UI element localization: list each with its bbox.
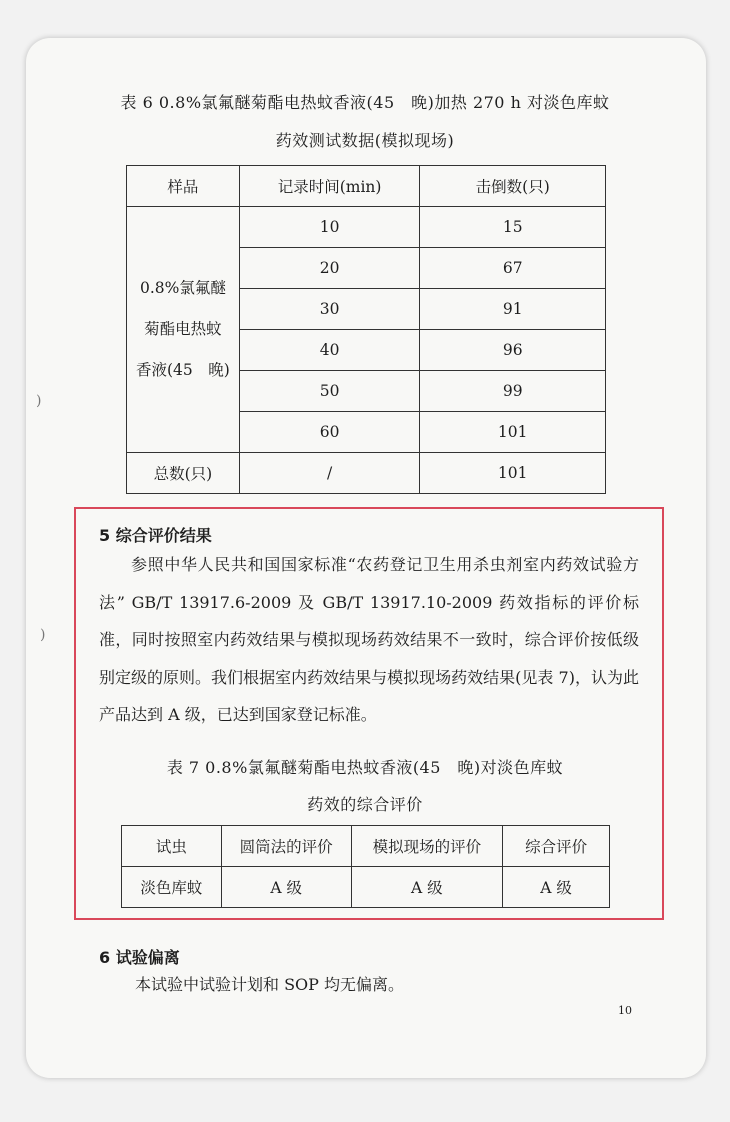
table7-header-field: 模拟现场的评价 [351,826,503,867]
insect-cell: 淡色库蚊 [122,867,222,908]
count-cell: 15 [420,207,606,248]
section5-heading: 5 综合评价结果 [99,526,212,545]
section6-paragraph: 本试验中试验计划和 SOP 均无偏离。 [135,975,405,994]
table6-header-sample: 样品 [127,166,240,207]
time-cell: 60 [239,412,420,453]
section5-paragraph: 参照中华人民共和国国家标准“农药登记卫生用杀虫剂室内药效试验方法” GB/T 13917.6-2009 及 GB/T 13917.10-2009 药效指标的评价标准，同时按照室内药效结果与模拟现场药效结果不一致时，综合评价按低级别定级的原则。我们根据室内药效结果与模拟现场药效结果(见表 7)，认为此产品达到 A 级，已达到国家登记标准。 [99,555,639,724]
table6-header-row [127,166,606,207]
count-cell: 101 [420,412,606,453]
count-cell: 67 [420,248,606,289]
table6-header-count: 击倒数(只) [420,166,606,207]
cylinder-grade-cell: A 级 [221,867,351,908]
total-count: 101 [420,453,606,494]
table6-total-row [127,453,606,494]
table7-caption-line1: 表 7 0.8%氯氟醚菊酯电热蚊香液(45 晚)对淡色库蚊 [166,758,564,777]
sample-line: 菊酯电热蚊 [144,320,222,338]
table-row [122,867,610,908]
table6-header-time: 记录时间(min) [239,166,420,207]
scan-mark: ) [40,627,46,643]
table7-header-overall: 综合评价 [503,826,610,867]
count-cell: 91 [420,289,606,330]
table7-caption-line2: 药效的综合评价 [307,795,423,814]
table6 [126,165,606,494]
overall-grade-cell: A 级 [503,867,610,908]
field-grade-cell: A 级 [351,867,503,908]
time-cell: 30 [239,289,420,330]
time-cell: 10 [239,207,420,248]
time-cell: 20 [239,248,420,289]
table6-sample-cell [127,207,240,453]
table-row [127,207,606,248]
table6-caption-line2: 药效测试数据(模拟现场) [275,131,455,150]
total-time: / [239,453,420,494]
table7 [121,825,610,908]
count-cell: 96 [420,330,606,371]
page-number: 10 [618,1004,632,1017]
scan-mark: ) [36,393,42,409]
sample-line: 香液(45 晚) [135,361,230,379]
table7-header-insect: 试虫 [122,826,222,867]
total-label: 总数(只) [127,453,240,494]
section6-heading: 6 试验偏离 [99,948,180,967]
table6-caption-line1: 表 6 0.8%氯氟醚菊酯电热蚊香液(45 晚)加热 270 h 对淡色库蚊 [120,93,610,112]
sample-line: 0.8%氯氟醚 [139,279,226,297]
time-cell: 50 [239,371,420,412]
table7-header-cylinder: 圆筒法的评价 [221,826,351,867]
table7-header-row [122,826,610,867]
time-cell: 40 [239,330,420,371]
count-cell: 99 [420,371,606,412]
